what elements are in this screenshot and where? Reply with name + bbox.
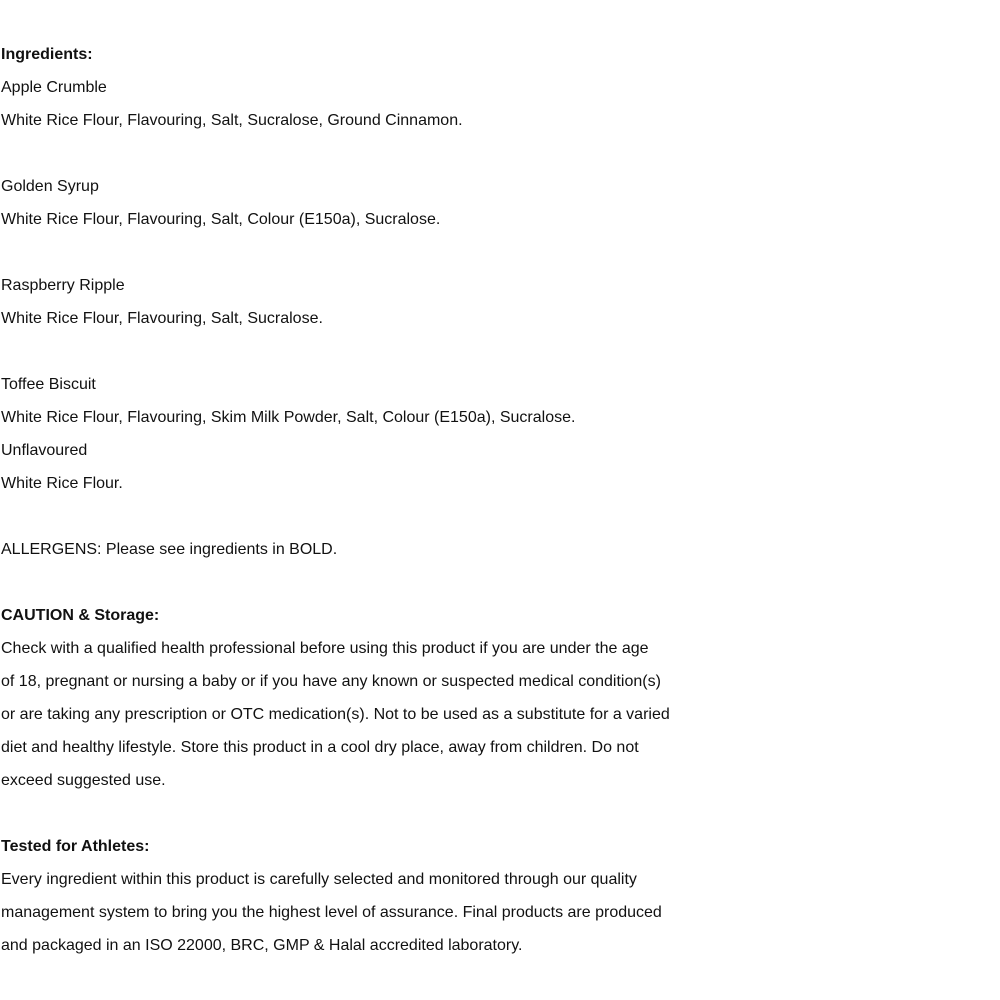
ingredients-heading: Ingredients:	[1, 46, 93, 63]
product-information-document	[1, 38, 999, 962]
spacer	[1, 335, 999, 368]
spacer	[1, 137, 999, 170]
flavour-name-apple-crumble: Apple Crumble	[1, 79, 107, 96]
flavour-name-golden-syrup: Golden Syrup	[1, 178, 99, 195]
caution-text-line: Check with a qualified health professional before using this product if you are under the age	[1, 640, 649, 657]
tested-text-line: management system to bring you the highest level of assurance. Final products are produced	[1, 904, 662, 921]
spacer	[1, 566, 999, 599]
flavour-ingredients-apple-crumble: White Rice Flour, Flavouring, Salt, Sucralose, Ground Cinnamon.	[1, 112, 463, 129]
caution-heading: CAUTION & Storage:	[1, 607, 160, 624]
flavour-name-unflavoured: Unflavoured	[1, 442, 88, 459]
caution-text-line: or are taking any prescription or OTC medication(s). Not to be used as a substitute for a varied	[1, 706, 670, 723]
spacer	[1, 236, 999, 269]
tested-heading: Tested for Athletes:	[1, 838, 150, 855]
caution-text-line: exceed suggested use.	[1, 772, 166, 789]
flavour-ingredients-raspberry-ripple: White Rice Flour, Flavouring, Salt, Sucralose.	[1, 310, 323, 327]
spacer	[1, 500, 999, 533]
tested-text-line: Every ingredient within this product is carefully selected and monitored through our quality	[1, 871, 637, 888]
spacer	[1, 797, 999, 830]
tested-text-line: and packaged in an ISO 22000, BRC, GMP & Halal accredited laboratory.	[1, 937, 523, 954]
flavour-name-raspberry-ripple: Raspberry Ripple	[1, 277, 125, 294]
allergens-note: ALLERGENS: Please see ingredients in BOLD.	[1, 541, 338, 558]
caution-text-line: of 18, pregnant or nursing a baby or if you have any known or suspected medical condition(s)	[1, 673, 661, 690]
flavour-ingredients-unflavoured: White Rice Flour.	[1, 475, 123, 492]
flavour-name-toffee-biscuit: Toffee Biscuit	[1, 376, 96, 393]
flavour-ingredients-golden-syrup: White Rice Flour, Flavouring, Salt, Colour (E150a), Sucralose.	[1, 211, 441, 228]
caution-text-line: diet and healthy lifestyle. Store this product in a cool dry place, away from children. Do not	[1, 739, 639, 756]
flavour-ingredients-toffee-biscuit: White Rice Flour, Flavouring, Skim Milk Powder, Salt, Colour (E150a), Sucralose.	[1, 409, 576, 426]
